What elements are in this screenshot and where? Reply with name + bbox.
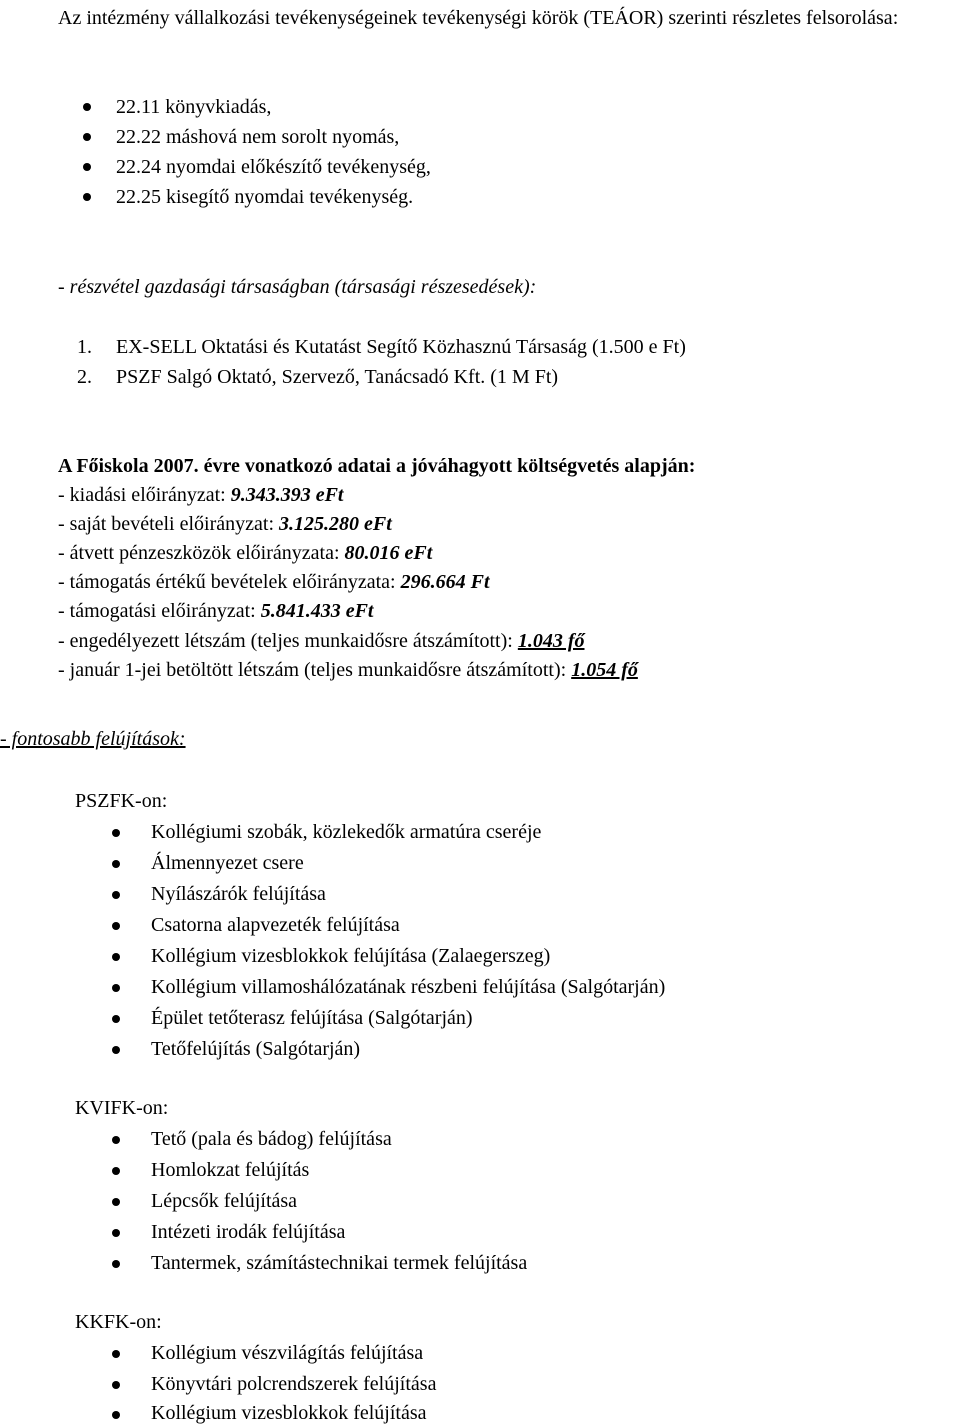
budget-label: - átvett pénzeszközök előirányzata: bbox=[58, 542, 345, 564]
bullet-icon bbox=[112, 1260, 120, 1268]
renovation-item: Intézeti irodák felújítása bbox=[151, 1221, 346, 1243]
renovation-item: Tantermek, számítástechnikai termek felújítása bbox=[151, 1252, 528, 1274]
participation-number: 1. bbox=[77, 336, 92, 358]
budget-label: - támogatási előirányzat: bbox=[58, 600, 261, 622]
renovation-item: Csatorna alapvezeték felújítása bbox=[151, 914, 400, 936]
budget-row bbox=[58, 655, 638, 685]
bullet-icon bbox=[112, 1046, 120, 1054]
budget-row bbox=[58, 567, 490, 597]
renovation-item: Kollégiumi szobák, közlekedők armatúra cseréje bbox=[151, 821, 542, 843]
participation-number: 2. bbox=[77, 366, 92, 388]
renovation-item: Kollégium villamoshálózatának részbeni felújítása (Salgótarján) bbox=[151, 976, 666, 998]
bullet-icon bbox=[112, 1229, 120, 1237]
budget-row bbox=[58, 596, 373, 626]
budget-label: - támogatás értékű bevételek előirányzata: bbox=[58, 571, 401, 593]
budget-value: 3.125.280 eFt bbox=[279, 513, 392, 535]
budget-value: 296.664 Ft bbox=[400, 571, 490, 593]
budget-row bbox=[58, 626, 585, 656]
group-title: KKFK-on: bbox=[75, 1311, 162, 1333]
renovation-item: Kollégium vizesblokkok felújítása (Zalaegerszeg) bbox=[151, 945, 551, 967]
renovation-item: Tető (pala és bádog) felújítása bbox=[151, 1128, 392, 1150]
renovations-heading: - fontosabb felújítások: bbox=[0, 728, 186, 750]
bullet-icon bbox=[112, 1350, 120, 1358]
renovation-item: Épület tetőterasz felújítása (Salgótarján) bbox=[151, 1007, 473, 1029]
bullet-icon bbox=[83, 133, 91, 141]
activity-item: 22.11 könyvkiadás, bbox=[116, 96, 272, 118]
renovation-item: Nyílászárók felújítása bbox=[151, 883, 326, 905]
bullet-icon bbox=[112, 1136, 120, 1144]
activity-item: 22.24 nyomdai előkészítő tevékenység, bbox=[116, 156, 431, 178]
renovation-item: Tetőfelújítás (Salgótarján) bbox=[151, 1038, 361, 1060]
bullet-icon bbox=[83, 103, 91, 111]
bullet-icon bbox=[83, 163, 91, 171]
participation-item: EX-SELL Oktatási és Kutatást Segítő Közhasznú Társaság (1.500 e Ft) bbox=[116, 336, 686, 358]
group-title: KVIFK-on: bbox=[75, 1097, 169, 1119]
bullet-icon bbox=[112, 1381, 120, 1389]
budget-value: 1.054 fő bbox=[571, 659, 638, 681]
budget-label: - január 1-jei betöltött létszám (teljes munkaidősre átszámított): bbox=[58, 659, 572, 681]
bullet-icon bbox=[112, 953, 120, 961]
budget-heading: A Főiskola 2007. évre vonatkozó adatai a jóváhagyott költségvetés alapján: bbox=[58, 455, 696, 477]
bullet-icon bbox=[112, 1015, 120, 1023]
bullet-icon bbox=[112, 829, 120, 837]
bullet-icon bbox=[112, 984, 120, 992]
bullet-icon bbox=[112, 1198, 120, 1206]
budget-row bbox=[58, 509, 392, 539]
budget-label: - engedélyezett létszám (teljes munkaidősre átszámított): bbox=[58, 630, 518, 652]
participation-heading: - részvétel gazdasági társaságban (társasági részesedések): bbox=[58, 276, 537, 298]
bullet-icon bbox=[112, 1411, 120, 1419]
renovation-item: Kollégium vészvilágítás felújítása bbox=[151, 1342, 424, 1364]
bullet-icon bbox=[112, 922, 120, 930]
activity-item: 22.22 máshová nem sorolt nyomás, bbox=[116, 126, 400, 148]
renovation-item: Kollégium vizesblokkok felújítása bbox=[151, 1402, 427, 1424]
budget-value: 9.343.393 eFt bbox=[230, 484, 344, 506]
bullet-icon bbox=[112, 891, 120, 899]
budget-row bbox=[58, 480, 344, 510]
budget-label: - kiadási előirányzat: bbox=[58, 484, 231, 506]
bullet-icon bbox=[112, 860, 120, 868]
renovation-item: Könyvtári polcrendszerek felújítása bbox=[151, 1373, 437, 1395]
group-title: PSZFK-on: bbox=[75, 790, 168, 812]
participation-item: PSZF Salgó Oktató, Szervező, Tanácsadó Kft. (1 M Ft) bbox=[116, 366, 559, 388]
budget-value: 80.016 eFt bbox=[344, 542, 433, 564]
bullet-icon bbox=[112, 1167, 120, 1175]
bullet-icon bbox=[83, 193, 91, 201]
activity-item: 22.25 kisegítő nyomdai tevékenység. bbox=[116, 186, 414, 208]
intro-paragraph: Az intézmény vállalkozási tevékenységeinek tevékenységi körök (TEÁOR) szerinti részletes felsorolása: bbox=[58, 7, 899, 29]
budget-row bbox=[58, 538, 432, 568]
budget-value: 1.043 fő bbox=[517, 630, 585, 652]
budget-label: - saját bevételi előirányzat: bbox=[58, 513, 280, 535]
renovation-item: Álmennyezet csere bbox=[151, 852, 304, 874]
renovation-item: Lépcsők felújítása bbox=[151, 1190, 298, 1212]
budget-value: 5.841.433 eFt bbox=[260, 600, 374, 622]
renovation-item: Homlokzat felújítás bbox=[151, 1159, 310, 1181]
